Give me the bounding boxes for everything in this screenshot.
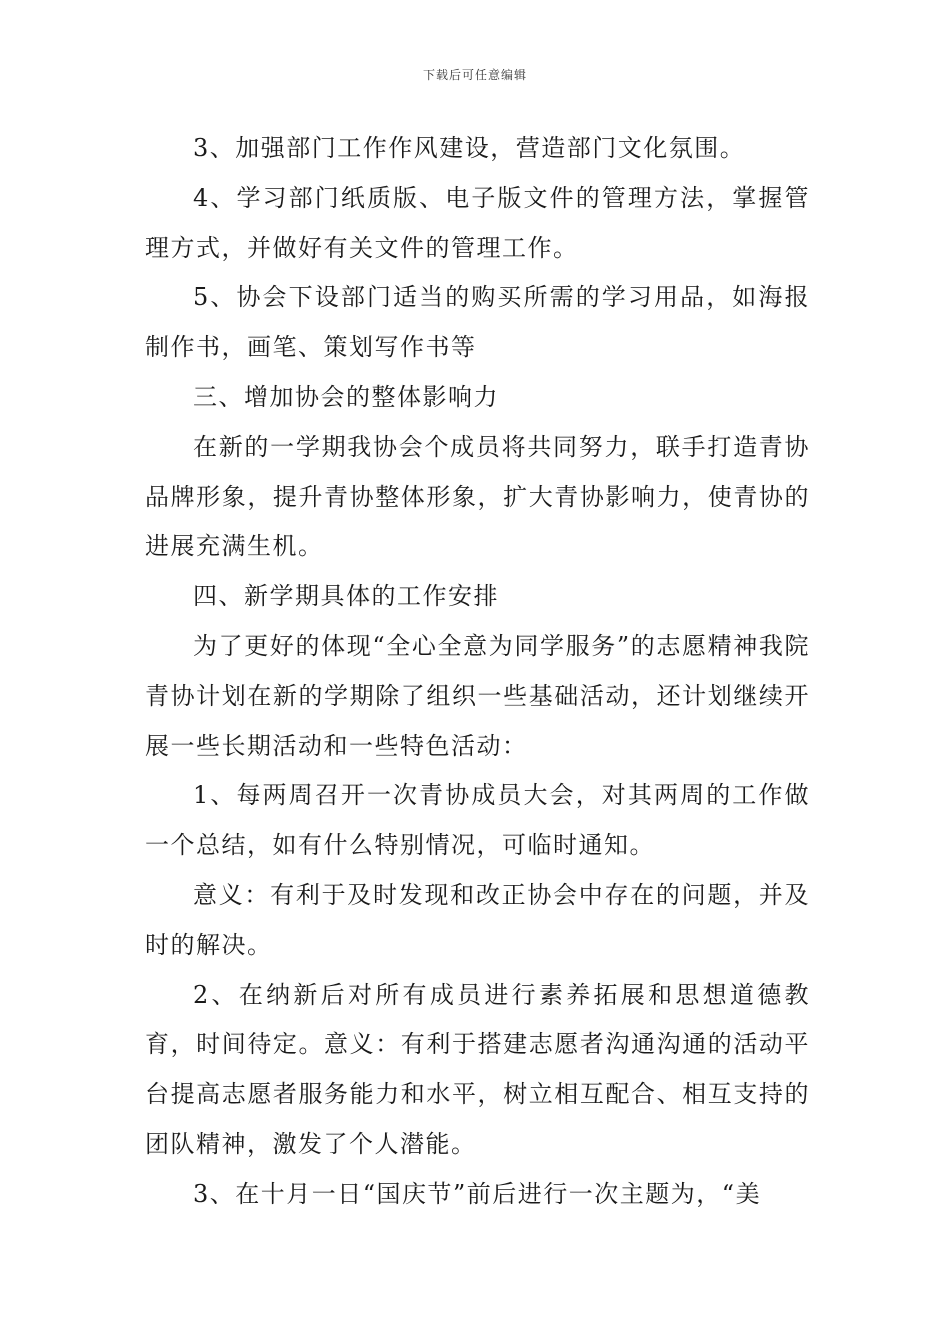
activity-item-2: 2、在纳新后对所有成员进行素养拓展和思想道德教育，时间待定。意义：有利于搭建志愿者沟通沟通的活动平台提高志愿者服务能力和水平，树立相互配合、相互支持的团队精神，激发了个人潜能。 (145, 980, 810, 1158)
paragraph-item-5: 5、协会下设部门适当的购买所需的学习用品，如海报制作书，画笔、策划写作书等 (145, 283, 810, 362)
document-body (145, 124, 810, 1220)
activity-item-3: 3、在十月一日“国庆节”前后进行一次主题为，“美 (193, 1179, 762, 1208)
page-header: 下载后可任意编辑 (422, 68, 527, 82)
section-3-body: 在新的一学期我协会个成员将共同努力，联手打造青协品牌形象，提升青协整体形象，扩大青协影响力，使青协的进展充满生机。 (145, 432, 810, 561)
section-4-intro: 为了更好的体现“全心全意为同学服务”的志愿精神我院青协计划在新的学期除了组织一些基础活动，还计划继续开展一些长期活动和一些特色活动： (145, 631, 810, 760)
section-heading-4: 四、新学期具体的工作安排 (193, 582, 499, 611)
paragraph-item-4: 4、学习部门纸质版、电子版文件的管理方法，掌握管理方式，并做好有关文件的管理工作。 (145, 183, 810, 262)
paragraph-item-3: 3、加强部门工作作风建设，营造部门文化氛围。 (193, 134, 746, 162)
activity-item-1: 1、每两周召开一次青协成员大会，对其两周的工作做一个总结，如有什么特别情况，可临时通知。 (145, 781, 810, 860)
section-heading-3: 三、增加协会的整体影响力 (193, 382, 499, 411)
activity-1-meaning: 意义：有利于及时发现和改正协会中存在的问题，并及时的解决。 (145, 880, 810, 959)
